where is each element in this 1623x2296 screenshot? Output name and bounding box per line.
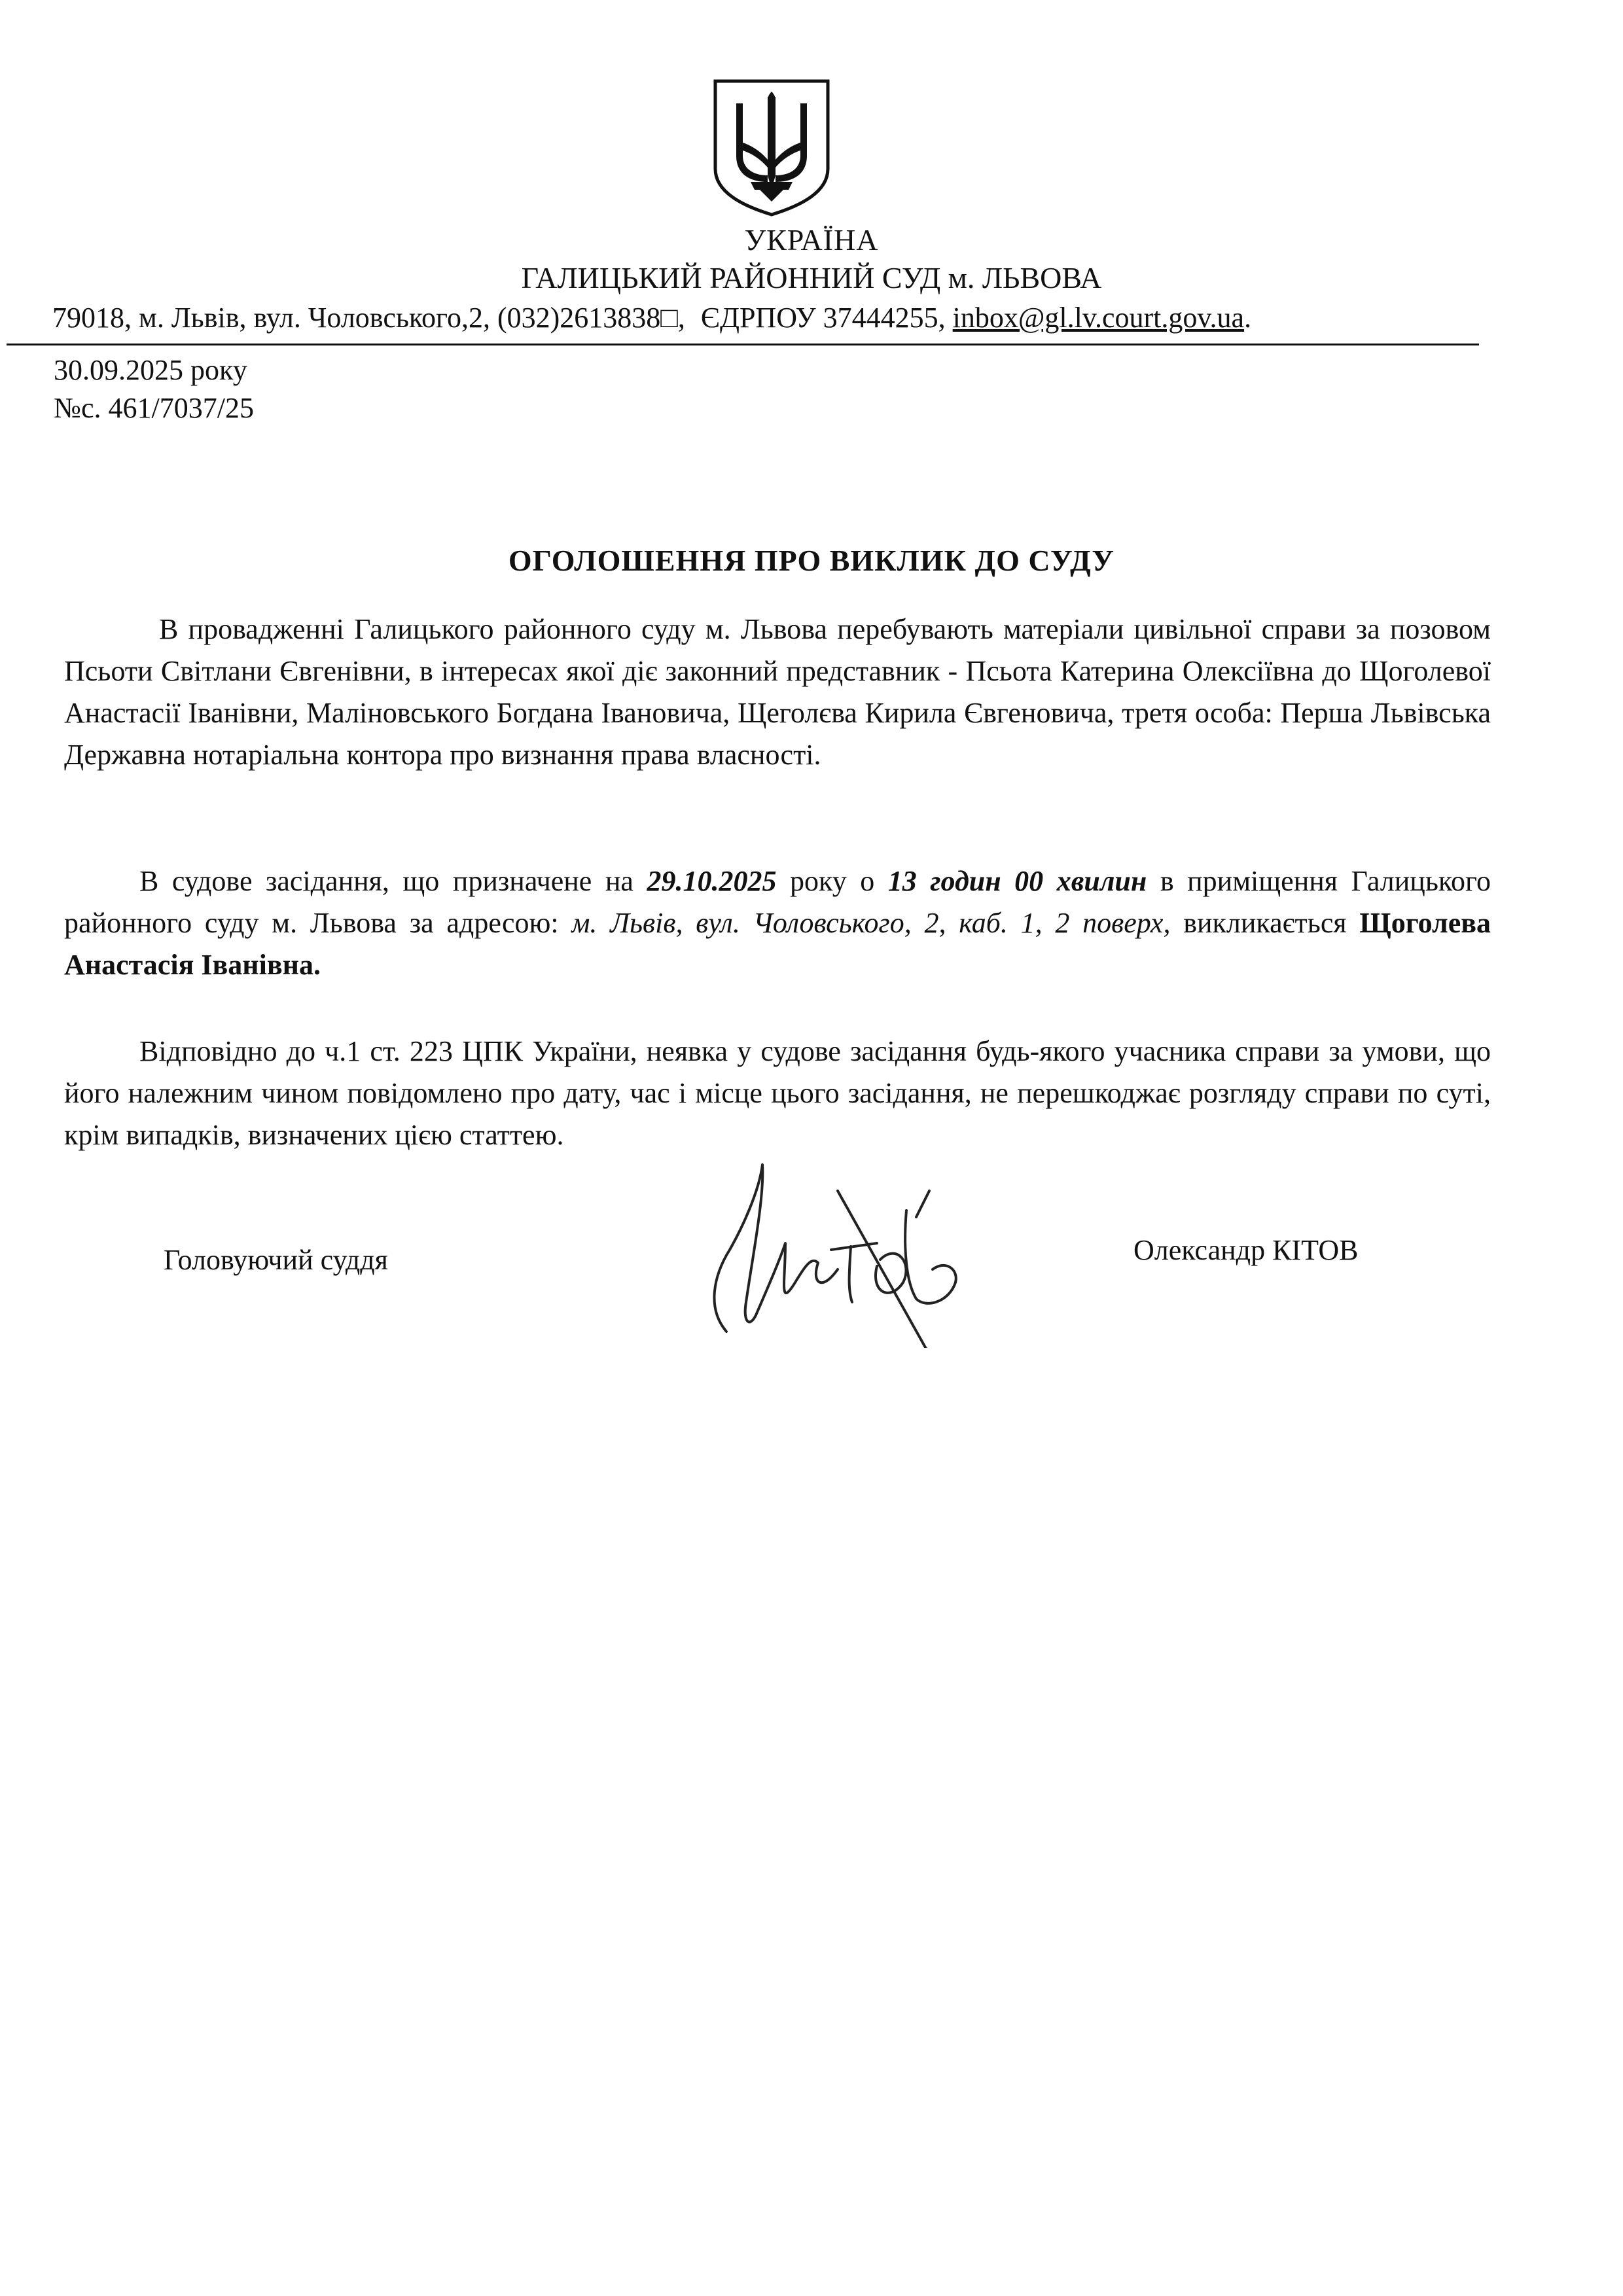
hearing-text-3: в приміщення Галицького районного суду м. Львова за адресою: bbox=[64, 865, 1491, 939]
country-name: УКРАЇНА bbox=[744, 223, 879, 256]
court-name: ГАЛИЦЬКИЙ РАЙОННИЙ СУД м. ЛЬВОВА bbox=[521, 261, 1102, 294]
summoned-person: Щоголева Анастасія Іванівна. bbox=[64, 907, 1491, 981]
hearing-text-1: В судове засідання, що призначене на bbox=[139, 865, 647, 897]
document-date: 30.09.2025 року bbox=[54, 354, 247, 386]
hearing-text-2: року о bbox=[776, 865, 888, 897]
hearing-address: м. Львів, вул. Чоловського, 2, каб. 1, 2 поверх, bbox=[571, 907, 1171, 939]
hearing-text-4: викликається bbox=[1170, 907, 1360, 939]
hearing-date: 29.10.2025 bbox=[647, 865, 777, 897]
court-contacts bbox=[52, 301, 1571, 334]
header-divider bbox=[7, 344, 1479, 345]
paragraph-legal-basis: Відповідно до ч.1 ст. 223 ЦПК України, неявка у судове засідання будь-якого учасника справи за умови, що його належним чином повідомлено про дату, час і місце цього засідання, не перешкоджає розгляду справи по суті, крім випадків, визначених цією статтею. bbox=[64, 1035, 1491, 1151]
court-email-link[interactable]: inbox@gl.lv.court.gov.ua bbox=[952, 302, 1245, 334]
paragraph-case-description: В провадженні Галицького районного суду м. Львова перебувають матеріали цивільної справи за позовом Псьоти Світлани Євгенівни, в інтересах якої діє законний представник - Псьота Катерина Олексіївна до Щоголевої Анастасії Іванівни, Маліновського Богдана Івановича, Щеголєва Кирила Євгеновича, третя особа: Перша Львівська Державна нотаріальна контора про визнання права власності. bbox=[64, 613, 1491, 771]
court-address: 79018, м. Львів, вул. Чоловського,2, (032)2613838□, bbox=[52, 302, 685, 334]
case-number: №с. 461/7037/25 bbox=[54, 392, 254, 424]
presiding-judge-label: Головуючий суддя bbox=[164, 1244, 388, 1276]
trident-emblem-icon bbox=[710, 77, 833, 218]
handwritten-signature bbox=[681, 1152, 1021, 1348]
hearing-time: 13 годин 00 хвилин bbox=[887, 865, 1147, 897]
paragraph-hearing-summons bbox=[64, 860, 1491, 986]
notice-title: ОГОЛОШЕННЯ ПРО ВИКЛИК ДО СУДУ bbox=[508, 544, 1115, 577]
court-edrpou: ЄДРПОУ 37444255, bbox=[700, 302, 946, 334]
email-suffix: . bbox=[1244, 302, 1252, 334]
judge-name: Олександр КІТОВ bbox=[1133, 1234, 1359, 1266]
